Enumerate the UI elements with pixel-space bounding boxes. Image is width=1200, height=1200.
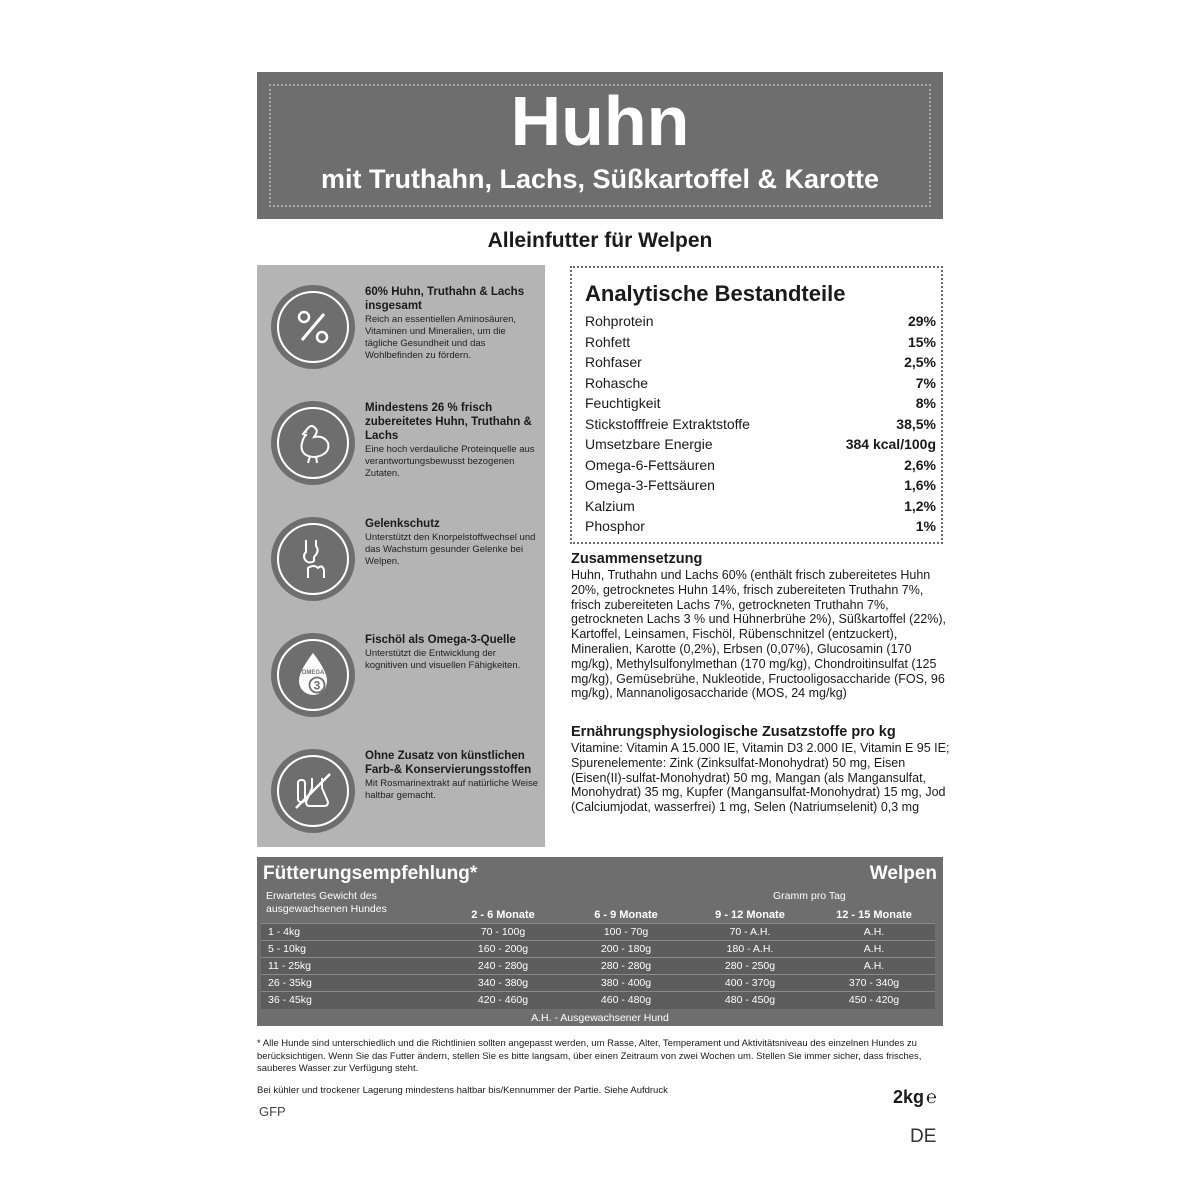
table-cell: A.H. xyxy=(863,926,885,938)
chicken-icon xyxy=(271,401,355,485)
table-cell: 70 - 100g xyxy=(480,926,526,938)
analysis-label: Rohprotein xyxy=(585,313,654,329)
feature-text: Mit Rosmarinextrakt auf natürliche Weise haltbar gemacht. xyxy=(365,778,538,801)
analysis-row xyxy=(585,436,936,456)
table-row xyxy=(261,991,935,1008)
table-row xyxy=(261,974,935,991)
analysis-value: 2,5% xyxy=(904,354,936,370)
feature-item xyxy=(257,633,545,733)
analysis-value: 38,5% xyxy=(896,415,936,432)
composition-title: Zusammensetzung xyxy=(571,551,703,567)
analysis-label: Feuchtigkeit xyxy=(585,395,661,411)
analysis-label: Omega-6-Fettsäuren xyxy=(585,456,715,473)
feature-title: 60% Huhn, Truthahn & Lachs insgesamt xyxy=(365,286,525,312)
storage-note: Bei kühler und trockener Lagerung mindestens haltbar bis/Kennummer der Partie. Siehe Aufdruck xyxy=(257,1085,668,1096)
table-cell: 460 - 480g xyxy=(600,994,652,1006)
omega-label: OMEGA xyxy=(301,670,325,676)
weight-cell: 36 - 45kg xyxy=(268,994,312,1006)
analysis-label: Omega-3-Fettsäuren xyxy=(585,477,715,493)
feeding-target: Welpen xyxy=(869,863,937,884)
table-row xyxy=(261,940,935,957)
feature-text: Reich an essentiellen Aminosäuren, Vitaminen und Mineralien, um die tägliche Gesundheit und das Wohlbefinden zu fördern. xyxy=(365,314,517,361)
additives-text: Vitamine: Vitamin A 15.000 IE, Vitamin D3 2.000 IE, Vitamin E 95 IE; Spurenelemente: Zink (Zinksulfat-Monohydrat) 50 mg, Eisen (Eisen(II)-sulfat-Monohydrat) 50 mg, Mangan (als Mangansulfat, Monohydrat) 35 mg, Kupfer (Mangansulfat-Monohydrat) 15 mg, Jod (Calciumjodat, wasserfrei) 1 mg, Selen (Natriumselenit) 0,3 mg xyxy=(571,741,950,815)
table-cell: 370 - 340g xyxy=(848,977,900,989)
analysis-value: 15% xyxy=(907,333,936,350)
analysis-label: Stickstofffreie Extraktstoffe xyxy=(585,415,750,432)
analysis-row xyxy=(585,518,936,538)
analysis-row xyxy=(585,498,936,518)
table-cell: 100 - 70g xyxy=(603,926,649,938)
table-cell: 400 - 370g xyxy=(724,977,776,989)
feature-item xyxy=(257,285,545,385)
analysis-label: Kalzium xyxy=(585,497,635,514)
product-type: Alleinfutter für Welpen xyxy=(487,229,713,252)
net-weight xyxy=(893,1087,937,1108)
column-header: 6 - 9 Monate xyxy=(594,909,658,921)
table-cell: 480 - 450g xyxy=(724,994,776,1006)
table-cell: 280 - 250g xyxy=(724,960,776,972)
grams-per-day-label: Gramm pro Tag xyxy=(773,890,846,902)
table-cell: 280 - 280g xyxy=(600,960,652,972)
product-code: GFP xyxy=(259,1104,286,1119)
column-header: 2 - 6 Monate xyxy=(471,909,535,921)
table-row xyxy=(261,923,935,940)
no-additives-icon xyxy=(271,749,355,833)
analysis-value: 7% xyxy=(915,374,936,391)
feature-title: Fischöl als Omega-3-Quelle xyxy=(365,634,516,646)
table-cell: 340 - 380g xyxy=(477,977,529,989)
column-header: 9 - 12 Monate xyxy=(715,909,785,921)
table-cell: A.H. xyxy=(863,960,885,972)
weight-cell: 26 - 35kg xyxy=(268,977,312,989)
analysis-value: 29% xyxy=(907,313,936,329)
feeding-footnote: * Alle Hunde sind unterschiedlich und die Richtlinien sollten angepasst werden, um Rasse, Alter, Temperament und Aktivitätsniveau des einzelnen Hundes zu berücksichtigen. Wenn Sie das Futter ändern, stellen Sie es bitte langsam, über einen Zeitraum von zwei Wochen um. Stellen Sie immer sicher, dass frisches, sauberes Wasser zur Verfügung steht. xyxy=(257,1038,922,1074)
estimated-sign-icon: ℮ xyxy=(926,1087,937,1107)
analysis-row xyxy=(585,477,936,497)
feature-item xyxy=(257,749,545,849)
analysis-row xyxy=(585,334,936,354)
weight-cell: 1 - 4kg xyxy=(268,926,301,938)
features-panel xyxy=(257,265,545,847)
weight-cell: 11 - 25kg xyxy=(268,960,311,972)
analysis-row xyxy=(585,457,936,477)
analysis-value: 1,6% xyxy=(904,477,936,493)
feature-text: Unterstützt den Knorpelstoffwechsel und das Wachstum gesunder Gelenke bei Welpen. xyxy=(365,532,536,567)
analysis-label: Rohfett xyxy=(585,333,631,350)
analysis-row xyxy=(585,354,936,374)
composition-text: Huhn, Truthahn und Lachs 60% (enthält frisch zubereitetes Huhn 20%, getrocknetes Huhn 14%, frisch zubereiteten Truthahn 7%, frisch zubereiteten Lachs 7%, getrockneten Truthahn 7%, getrockneten Lachs 3 % und Hühnerbrühe 2%), Süßkartoffel (22%), Kartoffel, Leinsamen, Fischöl, Rübenschnitzel (entzuckert), Mineralien, Karotte (0,2%), Erbsen (0,07%), Glucosamin (170 mg/kg), Methylsulfonylmethan (170 mg/kg), Chondroitinsulfat (125 mg/kg), Gemüsebrühe, Nukleotide, Fructooligosaccharide (FOS, 96 mg/kg), Mannanoligosaccharide (MOS, 24 mg/kg) xyxy=(571,568,946,701)
table-row xyxy=(261,957,935,974)
feature-title: Gelenkschutz xyxy=(365,518,440,530)
analysis-label: Rohasche xyxy=(585,374,649,391)
table-cell: A.H. xyxy=(863,943,885,955)
omega-3-drop-icon xyxy=(271,633,355,717)
feature-item xyxy=(257,401,545,501)
analysis-row xyxy=(585,395,936,415)
analysis-row xyxy=(585,313,936,333)
analysis-label: Rohfaser xyxy=(585,354,642,370)
percent-icon xyxy=(271,285,355,369)
additives-title: Ernährungsphysiologische Zusatzstoffe pro kg xyxy=(571,724,896,740)
table-cell: 180 - A.H. xyxy=(726,943,774,955)
feeding-note: A.H. - Ausgewachsener Hund xyxy=(531,1012,669,1024)
feature-item xyxy=(257,517,545,617)
omega-number: 3 xyxy=(313,678,321,693)
weight-column-header: Erwartetes Gewicht des ausgewachsenen Hundes xyxy=(266,890,387,915)
analysis-title: Analytische Bestandteile xyxy=(585,281,846,306)
analysis-label: Umsetzbare Energie xyxy=(585,436,713,452)
table-cell: 240 - 280g xyxy=(477,960,529,972)
feeding-table xyxy=(257,857,943,1026)
table-cell: 450 - 420g xyxy=(848,994,900,1006)
feeding-rows xyxy=(261,923,935,1009)
product-title: Huhn xyxy=(510,82,690,160)
analysis-value: 384 kcal/100g xyxy=(845,436,936,452)
weight-cell: 5 - 10kg xyxy=(268,943,306,955)
analysis-value: 1% xyxy=(915,518,936,534)
analysis-row xyxy=(585,375,936,395)
analysis-box xyxy=(570,266,943,544)
feeding-title: Fütterungsempfehlung* xyxy=(263,863,478,884)
table-cell: 420 - 460g xyxy=(477,994,529,1006)
feature-title: Ohne Zusatz von künstlichen Farb-& Konservierungsstoffen xyxy=(365,750,532,776)
table-cell: 160 - 200g xyxy=(477,943,529,955)
analysis-value: 1,2% xyxy=(904,497,936,514)
feature-text: Eine hoch verdauliche Proteinquelle aus verantwortungsbewusst bezogenen Zutaten. xyxy=(365,444,535,479)
analysis-row xyxy=(585,416,936,436)
feature-title: Mindestens 26 % frisch zubereitetes Huhn, Truthahn & Lachs xyxy=(365,402,532,442)
column-header: 12 - 15 Monate xyxy=(836,909,912,921)
analysis-value: 8% xyxy=(915,395,936,411)
feature-text: Unterstützt die Entwicklung der kognitiven und visuellen Fähigkeiten. xyxy=(365,648,521,671)
product-subtitle: mit Truthahn, Lachs, Süßkartoffel & Karotte xyxy=(320,164,880,194)
table-cell: 200 - 180g xyxy=(600,943,652,955)
language-code: DE xyxy=(910,1126,937,1147)
table-cell: 380 - 400g xyxy=(600,977,652,989)
analysis-value: 2,6% xyxy=(904,456,936,473)
joint-icon xyxy=(271,517,355,601)
analysis-label: Phosphor xyxy=(585,518,645,534)
composition-section xyxy=(571,551,951,701)
table-cell: 70 - A.H. xyxy=(729,926,771,938)
net-weight-value: 2kg xyxy=(893,1087,925,1107)
additives-section xyxy=(571,724,951,815)
